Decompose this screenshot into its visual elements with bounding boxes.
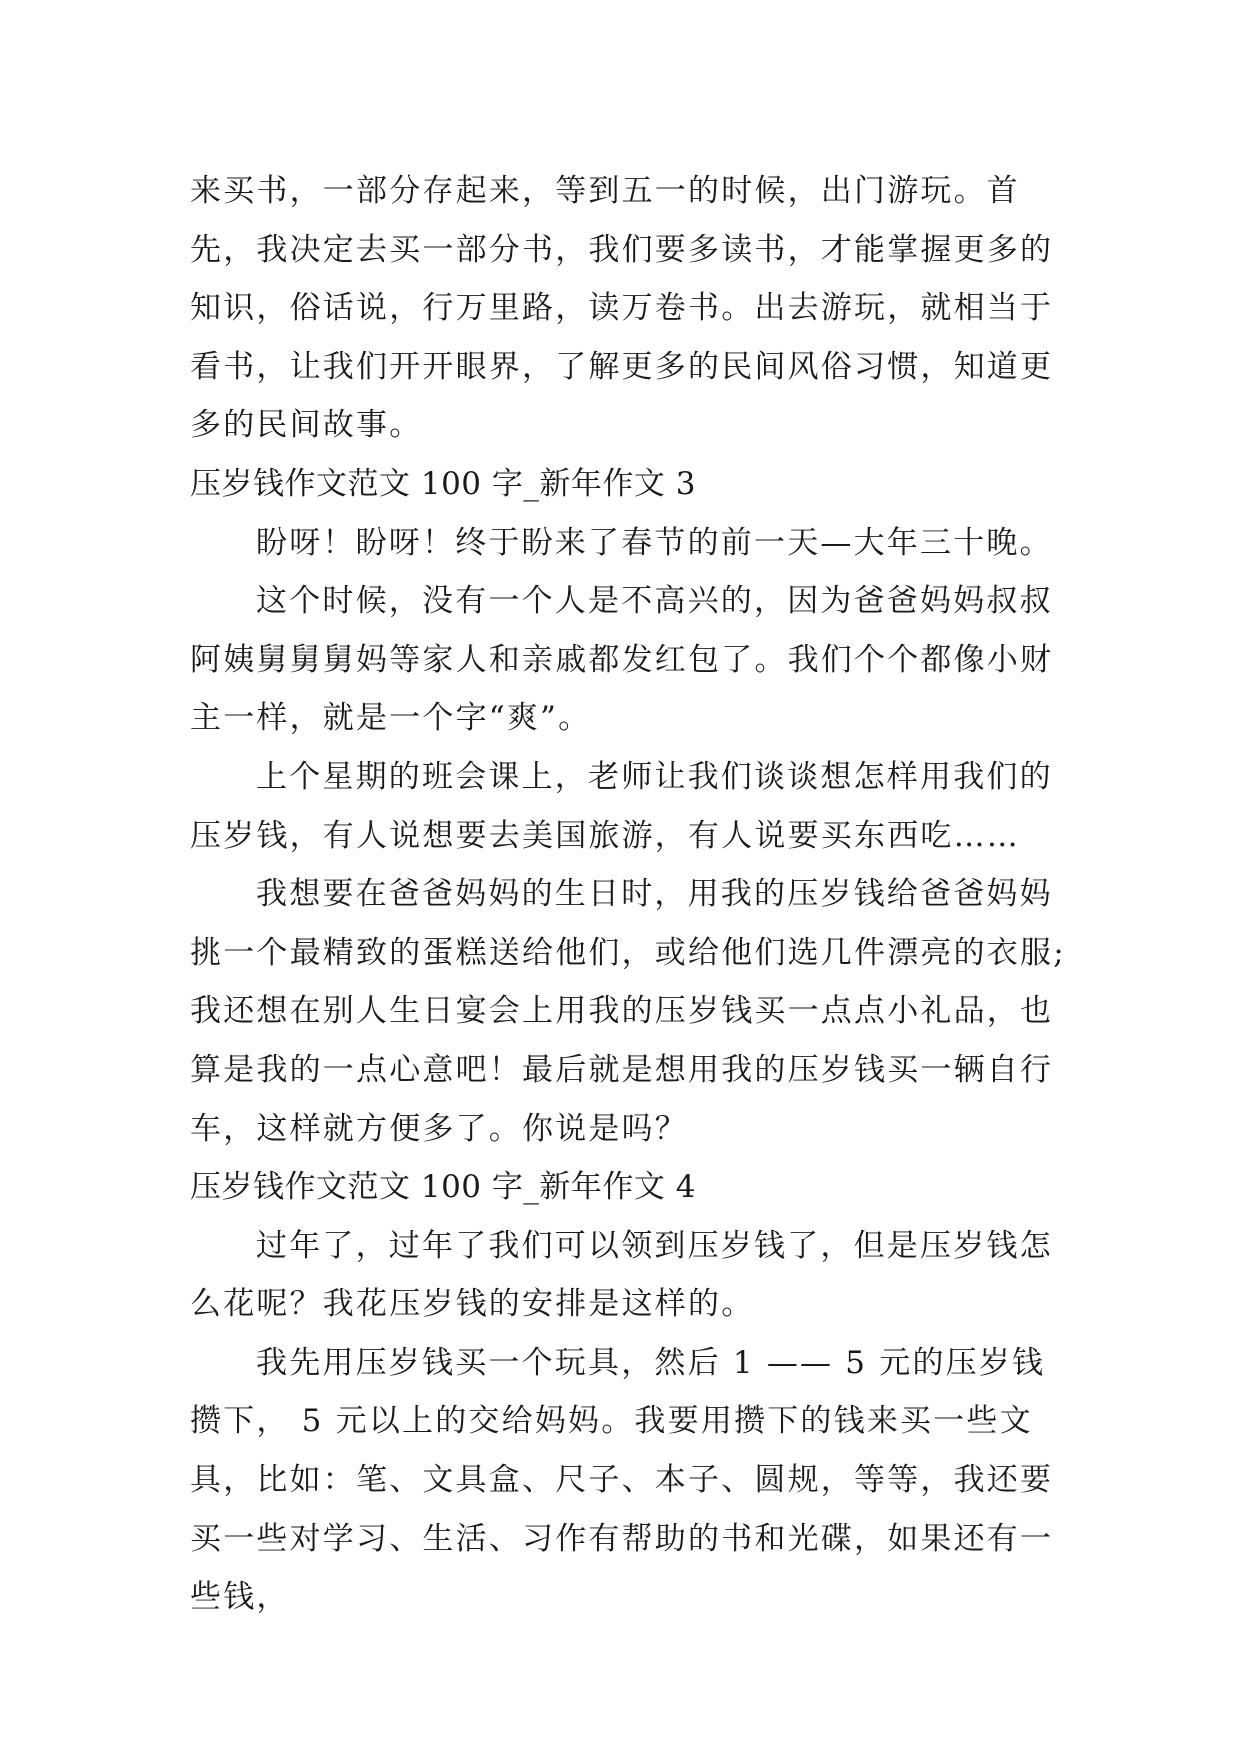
paragraph-5: 我想要在爸爸妈妈的生日时，用我的压岁钱给爸爸妈妈挑一个最精致的蛋糕送给他们，或给他们选几件漂亮的衣服;我还想在别人生日宴会上用我的压岁钱买一点点小礼品，也算是我的一点心意吧！最后就是想用我的压岁钱买一辆自行车，这样就方便多了。你说是吗？ bbox=[190, 876, 1066, 1147]
paragraph-7: 我先用压岁钱买一个玩具，然后 1 —— 5 元的压岁钱攒下， 5 元以上的交给妈妈。我要用攒下的钱来买一些文具，比如：笔、文具盒、尺子、本子、圆规，等等，我还要买一些对学习、生活、习作有帮助的书和光碟，如果还有一些钱， bbox=[190, 1344, 1054, 1616]
paragraph-3: 这个时候，没有一个人是不高兴的，因为爸爸妈妈叔叔阿姨舅舅舅妈等家人和亲戚都发红包了。我们个个都像小财主一样，就是一个字“爽”。 bbox=[190, 583, 1054, 737]
paragraph-2: 盼呀！盼呀！终于盼来了春节的前一天—大年三十晚。 bbox=[256, 524, 1053, 561]
document-body bbox=[190, 162, 1070, 1627]
paragraph-4: 上个星期的班会课上，老师让我们谈谈想怎样用我们的压岁钱，有人说想要去美国旅游，有人说要买东西吃…… bbox=[190, 758, 1053, 854]
paragraph-6: 过年了，过年了我们可以领到压岁钱了，但是压岁钱怎么花呢？我花压岁钱的安排是这样的。 bbox=[190, 1227, 1053, 1323]
section-heading-3: 压岁钱作文范文 100 字_新年作文 3 bbox=[190, 465, 696, 502]
section-heading-4: 压岁钱作文范文 100 字_新年作文 4 bbox=[190, 1169, 696, 1206]
paragraph-1: 来买书，一部分存起来，等到五一的时候，出门游玩。首先，我决定去买一部分书，我们要多读书，才能掌握更多的知识，俗话说，行万里路，读万卷书。出去游玩，就相当于看书，让我们开开眼界，了解更多的民间风俗习惯，知道更多的民间故事。 bbox=[190, 173, 1054, 444]
